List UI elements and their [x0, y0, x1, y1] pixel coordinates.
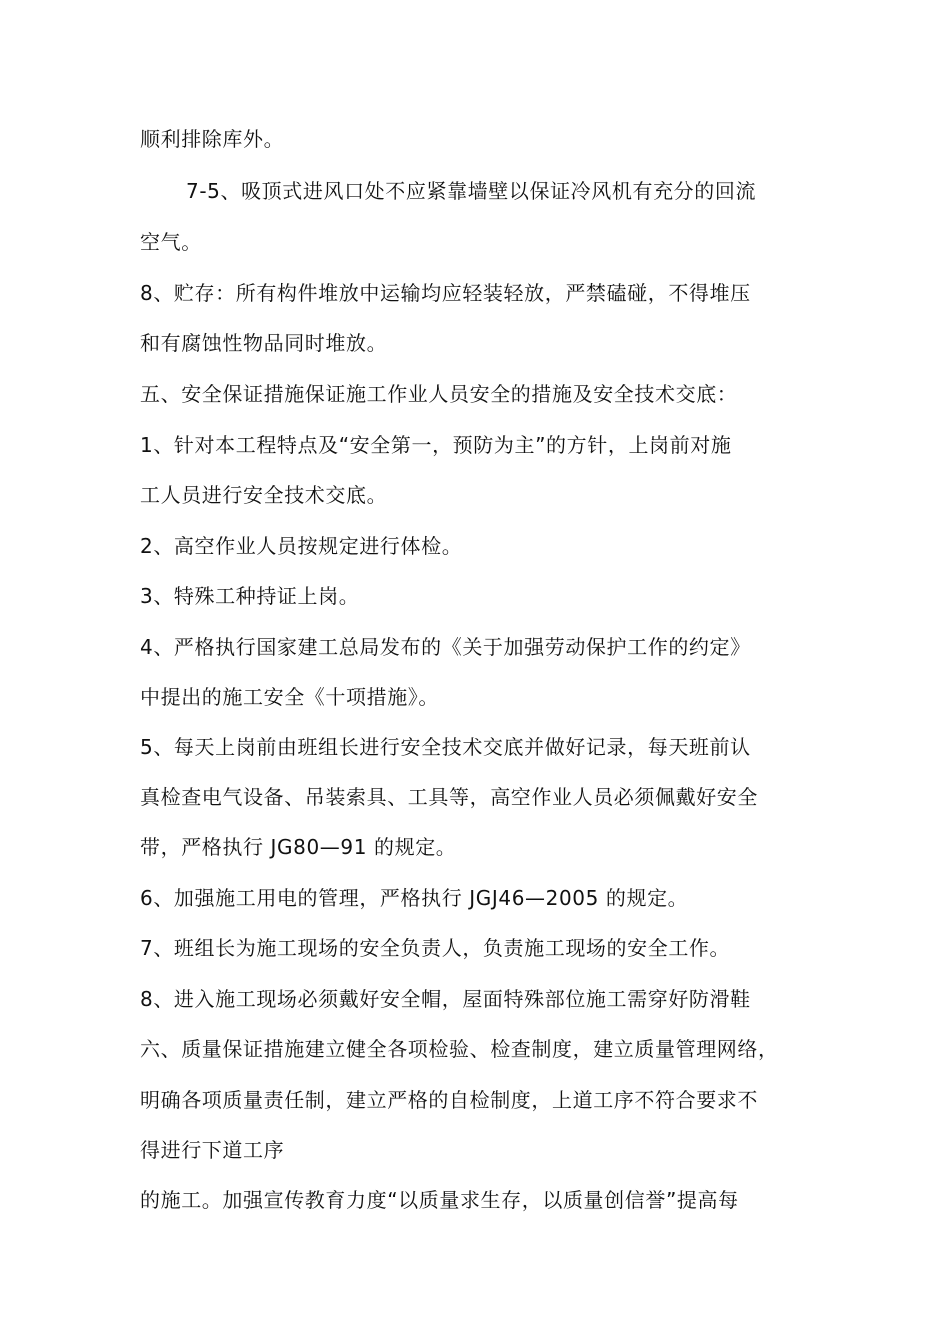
text-line: 的施工。加强宣传教育力度“以质量求生存，以质量创信誉”提高每	[140, 1188, 739, 1212]
text-line: 8、贮存：所有构件堆放中运输均应轻装轻放，严禁磕碰，不得堆压	[140, 281, 751, 305]
text-line: 带，严格执行 JG80—91 的规定。	[140, 835, 457, 859]
text-line: 空气。	[140, 230, 202, 254]
text-line: 1、针对本工程特点及“安全第一，预防为主”的方针，上岗前对施	[140, 433, 732, 457]
text-line: 顺利排除库外。	[140, 127, 285, 151]
text-line: 真检查电气设备、吊装索具、工具等，高空作业人员必须佩戴好安全	[140, 785, 758, 809]
text-line: 8、进入施工现场必须戴好安全帽，屋面特殊部位施工需穿好防滑鞋	[140, 987, 751, 1011]
text-line: 5、每天上岗前由班组长进行安全技术交底并做好记录，每天班前认	[140, 735, 751, 759]
section-heading: 五、安全保证措施保证施工作业人员安全的措施及安全技术交底：	[140, 382, 738, 406]
text-line: 明确各项质量责任制，建立严格的自检制度，上道工序不符合要求不	[140, 1088, 758, 1112]
text-line: 7、班组长为施工现场的安全负责人，负责施工现场的安全工作。	[140, 936, 731, 960]
text-line: 7-5、吸顶式进风口处不应紧靠墙壁以保证冷风机有充分的回流	[186, 179, 757, 203]
text-line: 4、严格执行国家建工总局发布的《关于加强劳动保护工作的约定》	[140, 635, 751, 659]
text-line: 3、特殊工种持证上岗。	[140, 584, 360, 608]
text-line: 2、高空作业人员按规定进行体检。	[140, 534, 463, 558]
text-line: 得进行下道工序	[140, 1138, 285, 1162]
text-line: 6、加强施工用电的管理，严格执行 JGJ46—2005 的规定。	[140, 886, 689, 910]
text-line: 工人员进行安全技术交底。	[140, 483, 388, 507]
text-line: 和有腐蚀性物品同时堆放。	[140, 331, 388, 355]
section-heading: 六、质量保证措施建立健全各项检验、检查制度，建立质量管理网络，	[140, 1037, 779, 1061]
text-line: 中提出的施工安全《十项措施》。	[140, 685, 439, 709]
